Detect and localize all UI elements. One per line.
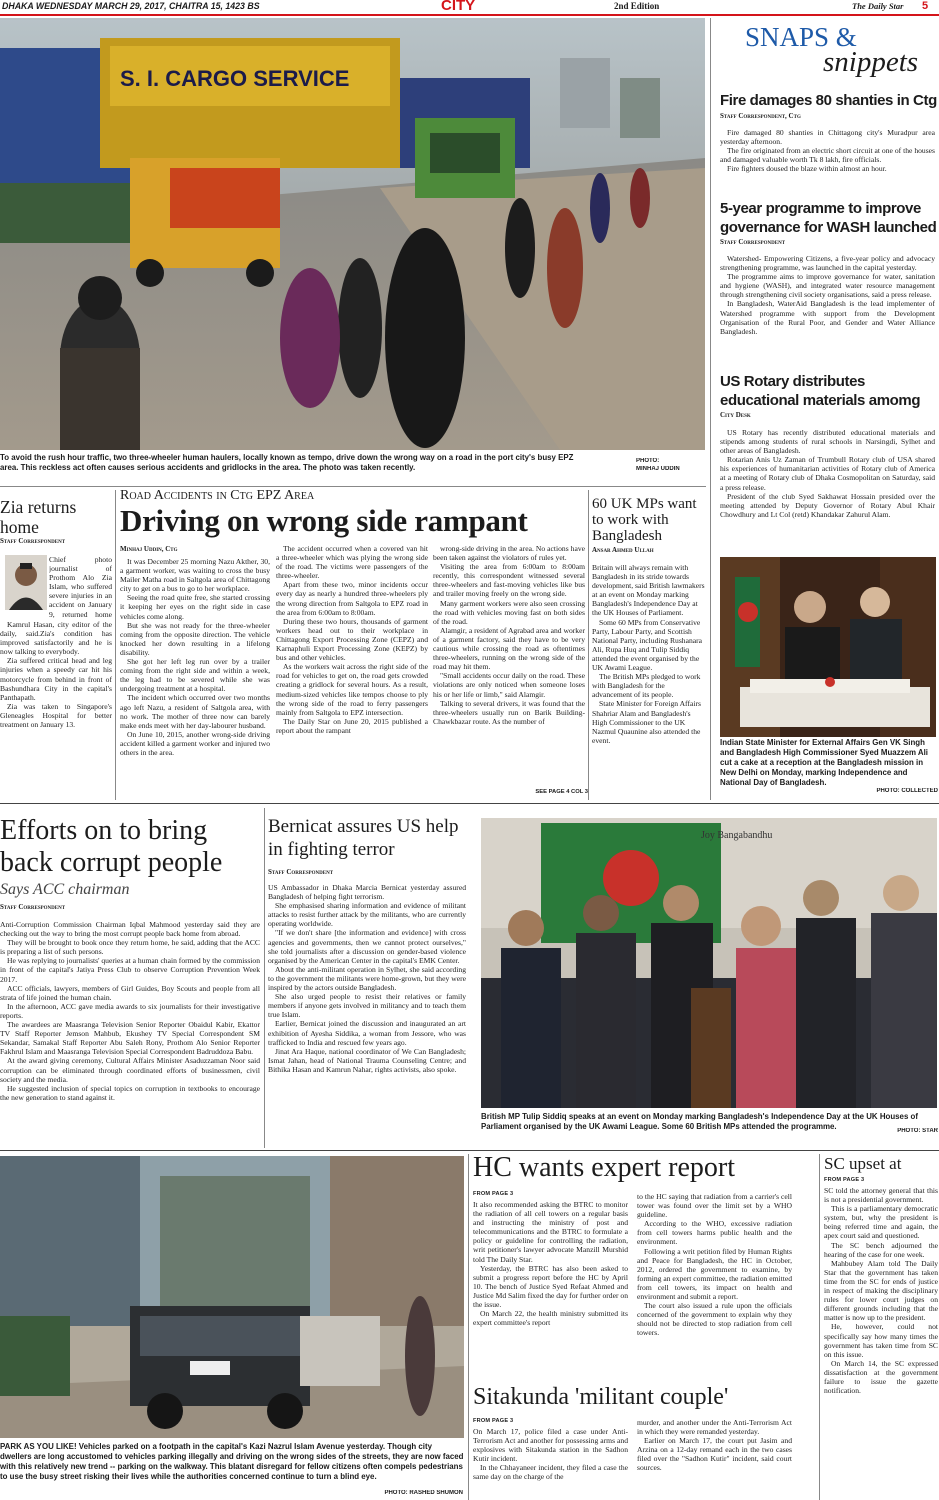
rotary-para: US Rotary has recently distributed educational materials and stipends among students of rural schools in Narsingdi, Sylhet and other areas of Bangladesh.	[720, 428, 935, 456]
bernicat-byline: Staff Correspondent	[268, 868, 334, 876]
hc-para: On March 22, the health ministry submitted its expert committee's report	[473, 1309, 628, 1328]
driving-para: Alamgir, a resident of Agrabad area and worker of a garment factory, said they have to be very cautious while crossing the road as oftentimes three-wheelers, running on the wrong side of the road may hit them.	[433, 625, 585, 672]
driving-para: It was December 25 morning Nazu Akther, 30, a garment worker, was waiting to cross the busy Mailer Matha road in Saltgola area of Chittagong city to get on a bus to go to her workplace.	[120, 557, 270, 594]
bernicat-para: Jinat Ara Haque, national coordinator of We Can Bangladesh; Ismat Jahan, head of National Trauma Counseling Centre; and Bithika Hasan and Kamrun Nahar, rights activists, also spoke.	[268, 1046, 466, 1074]
fire-para: The fire originated from an electric short circuit at one of the houses and damaged valuable worth Tk 8 lakh, fire officials.	[720, 146, 935, 165]
driving-headline: Driving on wrong side rampant	[120, 503, 528, 538]
bernicat-para: US Ambassador in Dhaka Marcia Bernicat yesterday assured Bangladesh of helping fight terrorism.	[268, 883, 466, 902]
page-number: 5	[922, 0, 929, 12]
sc-para: Mahbubey Alam told The Daily Star that the government has taken time from the SC for ends of justice in respect of making the disciplinary rules for lower court judges on different grounds including that the matter is now up to the president.	[824, 1258, 938, 1323]
sc-story	[824, 1186, 938, 1500]
driving-para: As the workers wait across the right side of the road for vehicles to get on, the road gets crowded creating a gridlock for several hours. As a result, medium-sized vehicles like tempos choose to ply the wrong side of the road to ferry passengers mainly from Saltgola to EPZ intersection.	[276, 662, 428, 717]
fire-story	[720, 128, 935, 194]
top-photo-caption: To avoid the rush hour traffic, two three-wheeler human haulers, locally known as tempo, drive down the wrong way on a road in the port city's busy EPZ area. This reckless act often causes serious accidents and gridlocks in the area. The photo was taken recently.	[0, 453, 574, 472]
wash-para: Watershed- Empowering Citizens, a five-year policy and advocacy strengthening programme, was launched in the capital yesterday.	[720, 254, 935, 273]
uk-story	[592, 563, 706, 801]
bernicat-headline: Bernicat assures US help in fighting terror	[268, 816, 459, 860]
tulip-credit: PHOTO: STAR	[897, 1128, 938, 1134]
bernicat-para: "If we don't share [the information and evidence] with cross agencies and governments, then we cannot protect ourselves," she told journalists after a discussion on gender-based violence organised by the American Center in the capital's EMK Center.	[268, 928, 466, 965]
fire-byline: Staff Correspondent, Ctg	[720, 112, 801, 120]
zia-story-side	[49, 555, 112, 620]
wash-byline: Staff Correspondent	[720, 238, 786, 246]
fire-headline: Fire damages 80 shanties in Ctg	[720, 92, 937, 109]
efforts-para: They will be brought to book once they return home, he said, adding that the ACC is preparing a list of such persons.	[0, 938, 260, 957]
snaps-title	[715, 22, 939, 82]
zia-story	[0, 620, 112, 800]
rotary-story	[720, 428, 935, 554]
edition: 2nd Edition	[614, 1, 660, 11]
tulip-caption: British MP Tulip Siddiq speaks at an event on Monday marking Bangladesh's Independence Day at the UK Houses of Parliament organised by the UK Awami League. Some 60 British MPs attended the programme.	[481, 1112, 918, 1131]
parking-credit: PHOTO: RASHED SHUMON	[384, 1490, 463, 1496]
driving-para: She got her left leg run over by a trailer coming from the right side and within a week, the leg had to be severed while she was undergoing treatment at a hospital.	[120, 657, 270, 694]
wash-para: In Bangladesh, WaterAid Bangladesh is the lead implementer of Watershed programme with support from the Development Organisation of the Rural Poor, and Gender and Water Alliance Bangladesh.	[720, 299, 935, 336]
zia-headline: Zia returns home	[0, 497, 77, 537]
uk-para: State Minister for Foreign Affairs Shahriar Alam and Bangladesh's High Commissioner to the UK Nazmul Quaunine also attended the event.	[592, 699, 701, 745]
sitakunda-headline: Sitakunda 'militant couple'	[473, 1384, 729, 1410]
driving-byline: Minhaj Uddin, Ctg	[120, 545, 178, 553]
wash-para: The programme aims to improve governance for water, sanitation and hygiene (WASH), and integrated water resource management through strengthening civil society organisations, said a press release.	[720, 272, 935, 300]
driving-col-3	[433, 544, 585, 788]
driving-para: "Small accidents occur daily on the road. These violations are only noticed when someone loses his or her life or limb," said Alamgir.	[433, 671, 585, 699]
cake-caption: Indian State Minister for External Affairs Gen VK Singh and Bangladesh High Commissioner Syed Muazzem Ali cut a cake at a reception at the Bangladesh mission in New Delhi on Monday, marking Independence and National Day of Bangladesh.	[720, 738, 928, 788]
fire-para: Fire fighters doused the blaze within almost an hour.	[727, 164, 887, 174]
rotary-headline: US Rotary distributes educational materials amomg	[720, 373, 921, 409]
driving-col-1	[120, 557, 270, 797]
sc-para: This is a parliamentary democratic system, but, why the president is being referred time and again, the apex court said and questioned.	[824, 1204, 938, 1241]
zia-para: Kamrul Hasan, city editor of the daily, said.Zia's condition has improved satisfactorily and he is now talking to everybody.	[0, 620, 112, 657]
bernicat-para: She emphasised sharing information and evidence of militant attacks to resist further attack by the militants, who are currently operating worldwide.	[268, 901, 466, 929]
wash-story	[720, 254, 935, 366]
zia-para: Zia suffered critical head and leg injuries when a speedy car hit his motorcycle from behind in front of Bashundhara City in the capital's Panthapath.	[0, 656, 112, 702]
hc-para: According to the WHO, excessive radiation from cell towers harms public health and the environment.	[637, 1219, 792, 1247]
cake-cutting-photo	[720, 557, 936, 737]
masthead	[0, 0, 939, 14]
bernicat-para: She also urged people to resist their relatives or family members if anyone gets involved in militancy and to teach them true Islam.	[268, 992, 466, 1020]
bernicat-story	[268, 883, 466, 1145]
sc-para: On March 14, the SC expressed dissatisfaction at the government failure to issue the gazette notification.	[824, 1358, 938, 1396]
hc-para: Following a writ petition filed by Human Rights and Peace for Bangladesh, the HC in October, 2012, ordered the government to examine, by forming an expert committee, the radiation emitted from cell towers, its impact on health and environment and submit a report.	[637, 1246, 792, 1302]
efforts-para: He was replying to journalists' queries at a human chain formed by the commission in front of the capital's Jatiya Press Club to observe Corruption Prevention Week 2017.	[0, 956, 260, 984]
uk-headline: 60 UK MPs want to work with Bangladesh	[592, 496, 697, 544]
zia-portrait	[5, 555, 47, 610]
zia-byline: Staff Correspondent	[0, 537, 66, 545]
driving-para: But she was not ready for the three-wheeler coming from the opposite direction. The vehicle knocked her down resulting in a lifelong disability.	[120, 620, 270, 657]
zia-para: Chief photo journalist of Prothom Alo Zia Islam, who suffered severe injuries in an accident on January 9, returned home	[49, 555, 112, 619]
hc-para: It also recommended asking the BTRC to monitor the radiation of all cell towers on a regular basis and instructing the ministry of post and telecommunications and the BTRC to formulate a policy or guideline for controlling the radiation, writ petitioner's lawyer advocate Manzill Murshid told The Daily Star.	[473, 1200, 628, 1264]
sc-headline: SC upset at	[824, 1154, 902, 1173]
efforts-para: In the afternoon, ACC gave media awards to six journalists for their investigative reports.	[0, 1001, 260, 1020]
efforts-para: The awardees are Maasranga Television Senior Reporter Obaidul Kabir, Ekattor TV Staff Reporter Jemson Mahbub, Ekushey TV Special Correspondent SM Sekandar, Samakal Staff Reporter Abu Saleh Rony, Prothom Alo Senior Reporter Fakhrul Islam and Maasranga Television Special Correspondent Badruddoza Babu.	[0, 1020, 260, 1057]
rotary-byline: City Desk	[720, 411, 751, 419]
cake-credit: PHOTO: COLLECTED	[876, 788, 938, 794]
bernicat-para: Earlier, Bernicat joined the discussion and inaugurated an art exhibition of Ayesha Siddika, a woman from Jessore, who was trafficked to India and rescued few years ago.	[268, 1019, 466, 1047]
tempo-wrong-way-photo	[0, 18, 705, 450]
efforts-para: ACC officials, lawyers, members of Girl Guides, Boy Scouts and people from all strata of life joined the human chain.	[0, 983, 260, 1002]
hc-para: Yesterday, the BTRC has also been asked to submit a progress report before the HC by April 10. The bench of Justice Syed Refaat Ahmed and Justice Md Salim fixed the day for further order on the issue.	[473, 1263, 628, 1310]
sitakunda-para: Earlier on March 17, the court put Jasim and Arzina on a 12-day remand each in the two cases filed over the "Sadhon Kutir" incident, said court sources.	[637, 1436, 792, 1473]
uk-para: Some 60 MPs from Conservative Party, Labour Party, and Scottish National Party, including Rushanara Ali, Rupa Huq and Tulip Siddiq attended the event organised by the UK Awami League.	[592, 617, 703, 673]
truck-sign: S. I. CARGO SERVICE	[120, 66, 350, 91]
sitakunda-from: FROM PAGE 3	[473, 1418, 514, 1424]
driving-para: Talking to several drivers, it was found that the three-wheelers usually run on Barik Building-Chawkbazar route. As the number of	[433, 698, 585, 726]
efforts-headline: Efforts on to bring back corrupt people	[0, 815, 223, 878]
efforts-byline: Staff Correspondent	[0, 903, 66, 911]
dateline: DHAKA WEDNESDAY MARCH 29, 2017, CHAITRA 15, 1423 BS	[2, 1, 260, 11]
sc-para: He, however, could not specifically say how many times the government has taken time from SC on this issue.	[824, 1322, 938, 1359]
sc-para: SC told the attorney general that this is not a presidential government.	[824, 1186, 938, 1205]
efforts-story	[0, 920, 260, 1140]
zia-para: Zia was taken to Singapore's Gleneagles Hospital for better treatment on January 13.	[0, 701, 112, 730]
driving-para: wrong-side driving in the area. No actions have been taken against the violators of rules yet.	[433, 544, 585, 563]
driving-para: During these two hours, thousands of garment workers head out to their workplace in Chittagong Export Processing Zone (CEPZ) and Karnaphuli Export Processing Zone (KEPZ) by bus and other vehicles.	[276, 616, 428, 663]
top-photo-credit-name: MINHAJ UDDIN	[636, 466, 680, 472]
driving-kicker: Road Accidents in Ctg EPZ Area	[120, 488, 315, 503]
rotary-para: Rotarian Anis Uz Zaman of Trumbull Rotary club of USA shared his experiences of humanitarian activities of Rotary club of America at a meeting of Rotary club of Dhaka Cosmopolitan on Saturday, said a press release.	[720, 455, 935, 492]
sc-from: FROM PAGE 3	[824, 1177, 865, 1183]
sc-para: The SC bench adjourned the hearing of the case for one week.	[824, 1240, 938, 1259]
sitakunda-para: In the Chhayaneer incident, they filed a case the same day on the charge of the	[473, 1463, 628, 1482]
uk-para: Britain will always remain with Bangladesh in its stride towards development, said British lawmakers at an event on Monday marking Bangladesh's Independence Day at the UK Houses of Parliament.	[592, 563, 705, 618]
driving-col-2	[276, 544, 428, 798]
paper-name: The Daily Star	[852, 1, 904, 11]
top-photo-credit-label: PHOTO:	[636, 458, 660, 464]
banner-text: Joy Bangabandhu	[701, 830, 773, 841]
footpath-parking-photo	[0, 1156, 464, 1438]
hc-para: The court also issued a rule upon the officials concerned of the government to explain why they should not be directed to stop radiation from cell towers.	[637, 1301, 792, 1338]
efforts-subhead: Says ACC chairman	[0, 881, 130, 898]
driving-jump[interactable]: SEE PAGE 4 COL 3	[535, 789, 588, 795]
hc-para: to the HC saying that radiation from a carrier's cell tower was found over the limit set by a WHO guideline.	[637, 1192, 792, 1220]
sitakunda-para: murder, and another under the Anti-Terrorism Act in which they were remanded yesterday.	[637, 1418, 792, 1437]
uk-byline: Ansar Ahmed Ullah	[592, 546, 654, 554]
hc-from: FROM PAGE 3	[473, 1191, 514, 1197]
driving-para: Visiting the area from 6:00am to 8:00am recently, this correspondent witnessed several three-wheelers and fast-moving vehicles like bus and trailer moving freely on the wrong side.	[433, 562, 585, 599]
fire-para: Fire damaged 80 shanties in Chittagong city's Muradpur area yesterday afternoon.	[720, 128, 935, 147]
rotary-para: President of the club Syed Sakhawat Hossain presided over the meeting attended by Deputy Governor of Rotary Abul Khair Chowdhury and Lt Col (retd) Khandakar Zahurul Alam.	[720, 491, 935, 519]
efforts-para: He suggested inclusion of special topics on corruption in textbooks to encourage the new generation to stand against it.	[0, 1083, 260, 1102]
driving-para: The Daily Star on June 20, 2015 published a report about the rampant	[276, 716, 428, 735]
sitakunda-col-1	[473, 1427, 628, 1500]
bernicat-para: About the anti-militant operation in Sylhet, she said according to the government the militants were home-grown, but they were inspired by the actors outside Bangladesh.	[268, 964, 466, 993]
wash-headline: 5-year programme to improve governance for WASH launched	[720, 200, 937, 236]
section-label: CITY	[441, 0, 476, 14]
hc-headline: HC wants expert report	[473, 1152, 736, 1183]
uk-para: The British MPs pledged to work with Bangladesh for the advancement of its people.	[592, 672, 701, 700]
efforts-para: Anti-Corruption Commission Chairman Iqbal Mahmood yesterday said they are checking out the way to bring the most corrupt people back home from abroad.	[0, 920, 260, 939]
driving-para: The accident occurred when a covered van hit a three-wheeler which was plying the wrong side of the road. The victims were passengers of the three-wheeler.	[276, 544, 428, 581]
snaps-title-line2: snippets	[823, 46, 919, 78]
driving-para: Seeing the road quite free, she started crossing it keeping her eyes on the right side in case vehicles come along.	[120, 593, 270, 621]
hc-col-1	[473, 1200, 628, 1380]
efforts-para: At the award giving ceremony, Cultural Affairs Minister Asaduzzaman Noor said corruption can be eliminated through coordinated efforts of businessmen, civil society and the media.	[0, 1056, 260, 1084]
snaps-title-line1: SNAPS &	[745, 22, 857, 52]
hc-col-2	[637, 1192, 792, 1380]
sitakunda-para: On March 17, police filed a case under Anti-Terrorism Act and another for possessing arms and explosives with Sitakunda station in the Sadhon Kutir incident.	[473, 1427, 628, 1464]
driving-para: Apart from these two, minor incidents occur every day as nearly a hundred three-wheelers ply the wrong direction from Saltgola to EPZ road in the area from 6:00am to 8:00am.	[276, 580, 428, 617]
parking-caption: PARK AS YOU LIKE! Vehicles parked on a footpath in the capital's Kazi Nazrul Islam Avenue yesterday. Though city dwellers are long accustomed to vehicles parking illegally and driving on the wrong sides of the streets, they are now faced with this relatively new trend -- parking on the walkway. This blatant disregard for fellow citizens often compels pedestrians to use the busy street risking their lives while the authorities concerned continue to turn a blind eye.	[0, 1442, 464, 1482]
driving-para: On June 10, 2015, another wrong-side driving accident killed a garment worker and injured two others in the area.	[120, 729, 270, 757]
sitakunda-col-2	[637, 1418, 792, 1500]
driving-para: Many garment workers were also seen crossing the road with vehicles moving fast on both sides of the road.	[433, 598, 585, 626]
driving-para: The incident which occurred over two months ago left Nazu, a resident of Saltgola area, with no work. The mother of three now can barely make ends meet with her day-labourer husband.	[120, 693, 270, 730]
tulip-siddiq-photo	[481, 818, 937, 1108]
